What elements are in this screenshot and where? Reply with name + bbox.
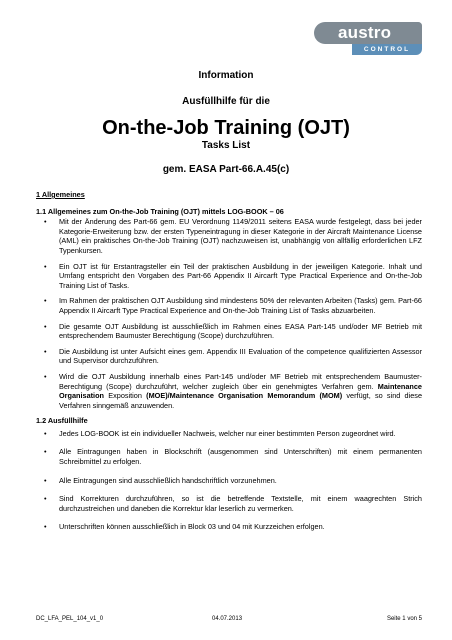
list-item-text: Die gesamte OJT Ausbildung ist ausschließlich im Rahmen eines EASA Part-145 und/oder MF Betrieb mit entsprechendem Baumuster Berechtigung (Scope) durchzuführen.: [59, 321, 422, 341]
list-item: • Alle Eintragungen sind ausschließlich handschriftlich vorzunehmen.: [44, 475, 277, 485]
subsection-heading: 1.1 Allgemeines zum On-the-Job Training (OJT) mittels LOG-BOOK – 06: [36, 206, 284, 216]
footer-doc-id: DC_LFA_PEL_104_v1_0: [36, 616, 104, 622]
bullet-list: [36, 217, 422, 410]
list-item-text: Im Rahmen der praktischen OJT Ausbildung sind mindestens 50% der relevanten Arbeiten (Tasks) gem. Part-66 Appendix II Aircarft Type Practical Experience and On-the-Job Training List of Tasks abzuarbeiten.: [59, 296, 422, 315]
logo-sub-text: CONTROL: [352, 44, 422, 55]
list-item-text: Alle Eintragungen sind ausschließlich handschriftlich vorzunehmen.: [59, 475, 277, 485]
list-item: • Ein OJT ist für Erstantragsteller ein Teil der praktischen Ausbildung in der jeweiligen Kategorie. Inhalt und Umfang entspricht den Vorgaben des Part-66 Appendix II Aircarft Type Practical Experience and On-the-Job Training List of Tasks.: [44, 261, 422, 290]
footer-page-number: Seite 1 von 5: [386, 616, 422, 622]
ausfuellhilfe-heading: Ausfüllhilfe für die: [182, 96, 270, 107]
list-item-text: Unterschriften können ausschließlich in Block 03 und 04 mit Kurzzeichen erfolgen.: [59, 522, 325, 532]
list-item-text: Mit der Änderung des Part-66 gem. EU Verordnung 1149/2011 seitens EASA wurde festgelegt, dass bei jeder Kategorie-Erweiterung bzw. der ersten Typeneintragung in dieser Kategorie in der Aircraft Maintenance License (AML) ein praktisches On-the-Job Training (OJT) nachzuweisen ist, unabhängig von allfällig erforderlichen LFZ Typenkursen.: [59, 217, 422, 255]
austro-control-logo: [314, 22, 422, 55]
list-item: • Alle Eintragungen haben in Blockschrift (ausgenommen sind Unterschriften) mit einem permanenten Schreibmittel zu erfolgen.: [44, 447, 422, 467]
list-item-text: Sind Korrekturen durchzuführen, so ist die betreffende Textstelle, mit einem waagrechten Strich durchzustreichen und daneben die Korrektur klar leserlich zu vermerken.: [59, 494, 422, 513]
list-item-text: Wird die OJT Ausbildung innerhalb eines Part-145 und/oder MF Betrieb mit entsprechendem Baumuster-Berechtigung (Scope) durchzuführt, welcher zugleich über ein genehmigtes Verfahren gem. Maintenance Organisation Exposition (MOE)/Maintenance Organisation Memorandum (MOM) verfügt, so sind diese Verfahren sinngemäß anzuwenden.: [59, 371, 422, 410]
list-item: • Wird die OJT Ausbildung innerhalb eines Part-145 und/oder MF Betrieb mit entsprechendem Baumuster-Berechtigung (Scope) durchzuführt, welcher zugleich über ein genehmigtes Verfahren gem. Maintenance Organisation Exposition (MOE)/Maintenance Organisation Memorandum (MOM) verfügt, so sind diese Verfahren sinngemäß anzuwenden.: [44, 371, 422, 410]
list-item-text: Alle Eintragungen haben in Blockschrift (ausgenommen sind Unterschriften) mit einem permanenten Schreibmittel zu erfolgen.: [59, 447, 422, 467]
subsection-heading: 1.2 Ausfüllhilfe: [36, 416, 88, 426]
section-heading: 1 Allgemeines: [36, 190, 85, 199]
list-item: • Die gesamte OJT Ausbildung ist ausschließlich im Rahmen eines EASA Part-145 und/oder MF Betrieb mit entsprechendem Baumuster Berechtigung (Scope) durchzuführen.: [44, 321, 422, 341]
page-title: On-the-Job Training (OJT): [102, 117, 350, 139]
list-item-text: Die Ausbildung ist unter Aufsicht eines gem. Appendix III Evaluation of the competence qualifizierten Assessor und Supervisor durchzuführen.: [59, 346, 422, 366]
list-item: • Jedes LOG-BOOK ist ein individueller Nachweis, welcher nur einer bestimmten Person zugeordnet wird.: [44, 428, 396, 438]
regulation-reference: gem. EASA Part-66.A.45(c): [162, 164, 290, 175]
list-item-text: Jedes LOG-BOOK ist ein individueller Nachweis, welcher nur einer bestimmten Person zugeordnet wird.: [59, 428, 396, 438]
list-item: • Mit der Änderung des Part-66 gem. EU Verordnung 1149/2011 seitens EASA wurde festgelegt, dass bei jeder Kategorie-Erweiterung bzw. der ersten Typeneintragung in dieser Kategorie in der Aircraft Maintenance License (AML) ein praktisches On-the-Job Training (OJT) nachzuweisen ist, unabhängig von allfällig erforderlichen LFZ Typenkursen.: [44, 217, 422, 255]
bullet-list: [36, 429, 422, 532]
list-item: • Sind Korrekturen durchzuführen, so ist die betreffende Textstelle, mit einem waagrechten Strich durchzustreichen und daneben die Korrektur klar leserlich zu vermerken.: [44, 494, 422, 513]
list-item: • Die Ausbildung ist unter Aufsicht eines gem. Appendix III Evaluation of the competence qualifizierten Assessor und Supervisor durchzuführen.: [44, 346, 422, 366]
logo-main-text: austro: [314, 22, 422, 44]
document-body: [36, 190, 422, 541]
info-heading: Information: [198, 70, 254, 81]
list-item: • Unterschriften können ausschließlich in Block 03 und 04 mit Kurzzeichen erfolgen.: [44, 522, 325, 532]
list-item-text: Ein OJT ist für Erstantragsteller ein Teil der praktischen Ausbildung in der jeweiligen Kategorie. Inhalt und Umfang entspricht den Vorgaben des Part-66 Appendix II Aircarft Type Practical Experience and On-the-Job Training List of Tasks.: [59, 261, 422, 290]
footer-date: 04.07.2013: [212, 616, 243, 622]
list-item: • Im Rahmen der praktischen OJT Ausbildung sind mindestens 50% der relevanten Arbeiten (Tasks) gem. Part-66 Appendix II Aircarft Type Practical Experience and On-the-Job Training List of Tasks abzuarbeiten.: [44, 296, 422, 315]
page-subtitle: Tasks List: [201, 140, 251, 151]
